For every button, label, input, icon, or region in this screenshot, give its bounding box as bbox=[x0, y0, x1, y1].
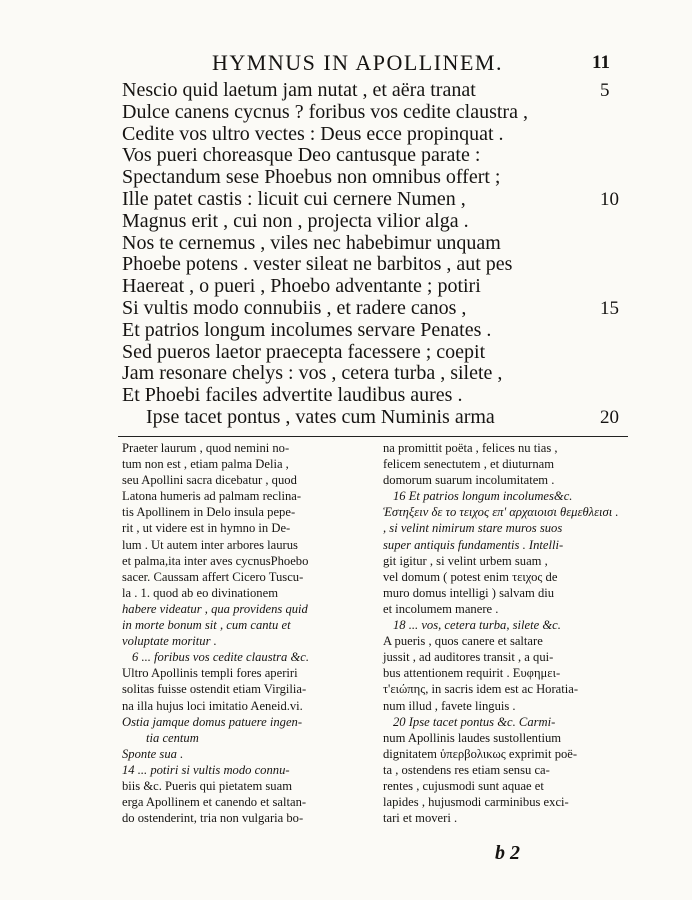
verse-text: Vos pueri choreasque Deo cantusque parate : bbox=[122, 144, 481, 167]
verse-text: Jam resonare chelys : vos , cetera turba , silete , bbox=[122, 362, 503, 385]
verse-text: Et patrios longum incolumes servare Penates . bbox=[122, 318, 492, 341]
commentary-line: et incolumem manere . bbox=[383, 601, 499, 616]
verse-text: Si vultis modo connubiis , et radere canos , bbox=[122, 296, 467, 319]
commentary-line: num illud , favete linguis . bbox=[383, 698, 516, 713]
verse-line-number: 20 bbox=[600, 406, 619, 428]
commentary-line: 18 ... vos, cetera turba, silete &c. bbox=[393, 618, 561, 633]
verse-line-number: 10 bbox=[600, 188, 619, 210]
commentary-line: jussit , ad auditores transit , a qui- bbox=[383, 650, 554, 665]
verse-line-number: 15 bbox=[600, 297, 619, 319]
verse-line bbox=[122, 211, 622, 233]
commentary-line: sacer. Caussam affert Cicero Tuscu- bbox=[122, 569, 304, 584]
verse-text: Spectandum sese Phoebus non omnibus offert ; bbox=[122, 166, 501, 189]
verse-text: Nos te cernemus , viles nec habebimur unquam bbox=[122, 231, 501, 254]
verse-line bbox=[122, 102, 622, 124]
commentary-line: biis &c. Pueris qui pietatem suam bbox=[122, 778, 292, 793]
verse-text: Ille patet castis : licuit cui cernere Numen , bbox=[122, 187, 466, 210]
verse-text: Ipse tacet pontus , vates cum Numinis arma bbox=[146, 405, 495, 428]
commentary-line: na illa hujus loci imitatio Aeneid.vi. bbox=[122, 698, 303, 713]
commentary-line: solitas fuisse ostendit etiam Virgilia- bbox=[122, 682, 307, 697]
commentary-line: la . 1. quod ab eo divinationem bbox=[122, 585, 278, 600]
commentary-line: Ἑστηξειν δε το τειχος επ' αρχαιοισι θεμεθλεισι . bbox=[383, 505, 619, 520]
verse-line bbox=[122, 407, 622, 429]
commentary-line: domorum suarum incolumitatem . bbox=[383, 473, 555, 488]
verse-text: Cedite vos ultro vectes : Deus ecce propinquat . bbox=[122, 122, 504, 145]
commentary-line: num Apollinis laudes sustollentium bbox=[383, 730, 562, 745]
verse-text: Et Phoebi faciles advertite laudibus aures . bbox=[122, 384, 463, 407]
verse-text: Dulce canens cycnus ? foribus vos cedite claustra , bbox=[122, 100, 528, 123]
commentary-line: tia centum bbox=[146, 730, 199, 745]
verse-line bbox=[122, 189, 622, 211]
verse-line bbox=[122, 254, 622, 276]
verse-line bbox=[122, 385, 622, 407]
commentary-line: Ultro Apollinis templi fores aperiri bbox=[122, 666, 298, 681]
commentary-line: 14 ... potiri si vultis modo connu- bbox=[122, 762, 290, 777]
commentary-line: do ostenderint, tria non vulgaria bo- bbox=[122, 811, 304, 826]
commentary-line: rentes , cujusmodi sunt aquae et bbox=[383, 778, 544, 793]
commentary-line: erga Apollinem et canendo et saltan- bbox=[122, 795, 307, 810]
verse-line bbox=[122, 298, 622, 320]
page-title: HYMNUS IN APOLLINEM. bbox=[212, 50, 503, 75]
commentary-line: τ'ειώπης, in sacris idem est ac Horatia- bbox=[383, 682, 579, 697]
verse-line bbox=[122, 276, 622, 298]
commentary-line: A pueris , quos canere et saltare bbox=[383, 634, 543, 649]
commentary-line: felicem senectutem , et diuturnam bbox=[383, 457, 554, 472]
commentary-line: Praeter laurum , quod nemini no- bbox=[122, 441, 290, 455]
commentary-line: voluptate moritur . bbox=[122, 634, 217, 649]
signature-mark: b 2 bbox=[495, 842, 520, 864]
commentary-line: Sponte sua . bbox=[122, 746, 184, 761]
commentary-line: habere videatur , qua providens quid bbox=[122, 601, 308, 616]
verse-line bbox=[122, 124, 622, 146]
verse-line bbox=[122, 80, 622, 102]
commentary-line: , si velint nimirum stare muros suos bbox=[383, 521, 563, 536]
commentary-line: super antiquis fundamentis . Intelli- bbox=[383, 537, 564, 552]
commentary-line: in morte bonum sit , cum cantu et bbox=[122, 618, 291, 633]
commentary-line: lapides , hujusmodi carminibus exci- bbox=[383, 795, 569, 810]
commentary-line: 20 Ipse tacet pontus &c. Carmi- bbox=[393, 714, 556, 729]
commentary-line: 6 ... foribus vos cedite claustra &c. bbox=[132, 650, 309, 665]
commentary-right-column bbox=[383, 440, 631, 826]
verse-text: Nescio quid laetum jam nutat , et aëra tranat bbox=[122, 79, 476, 101]
commentary-line: rit , ut videre est in hymno in De- bbox=[122, 521, 291, 536]
verse-line bbox=[122, 233, 622, 255]
verse-line-number: 5 bbox=[600, 80, 610, 101]
commentary-line: Latona humeris ad palmam reclina- bbox=[122, 489, 302, 504]
commentary-line: na promittit poëta , felices nu tias , bbox=[383, 441, 558, 455]
verse-line bbox=[122, 363, 622, 385]
verse-line bbox=[122, 167, 622, 189]
commentary-line: git igitur , si velint urbem suam , bbox=[383, 553, 548, 568]
verse-line bbox=[122, 342, 622, 364]
verse-block bbox=[122, 80, 622, 429]
commentary-line: 16 Et patrios longum incolumes&c. bbox=[393, 489, 573, 504]
commentary-line: Ostia jamque domus patuere ingen- bbox=[122, 714, 303, 729]
divider-rule bbox=[118, 436, 628, 437]
commentary-line: tum non est , etiam palma Delia , bbox=[122, 457, 289, 472]
commentary-line: vel domum ( potest enim τειχος de bbox=[383, 569, 558, 584]
commentary-line: bus attentionem requirit . Ευφημει- bbox=[383, 666, 561, 681]
commentary-line: muro domus intelligi ) salvam diu bbox=[383, 585, 555, 600]
commentary-line: et palma,ita inter aves cycnusPhoebo bbox=[122, 553, 309, 568]
commentary-line: lum . Ut autem inter arbores laurus bbox=[122, 537, 298, 552]
verse-text: Haereat , o pueri , Phoebo adventante ; potiri bbox=[122, 275, 481, 298]
commentary-line: tis Apollinem in Delo insula pepe- bbox=[122, 505, 296, 520]
verse-line bbox=[122, 145, 622, 167]
page-number: 11 bbox=[592, 52, 610, 73]
verse-text: Sed pueros laetor praecepta facessere ; coepit bbox=[122, 340, 486, 363]
verse-text: Magnus erit , cui non , projecta vilior alga . bbox=[122, 209, 469, 232]
commentary-line: seu Apollini sacra dicebatur , quod bbox=[122, 473, 297, 488]
commentary-line: tari et moveri . bbox=[383, 811, 458, 826]
commentary-line: dignitatem ὑπερβολικως exprimit poë- bbox=[383, 746, 578, 761]
commentary-left-column bbox=[122, 440, 370, 826]
verse-text: Phoebe potens . vester sileat ne barbitos , aut pes bbox=[122, 253, 513, 276]
verse-line bbox=[122, 320, 622, 342]
commentary-line: ta , ostendens res etiam sensu ca- bbox=[383, 762, 550, 777]
